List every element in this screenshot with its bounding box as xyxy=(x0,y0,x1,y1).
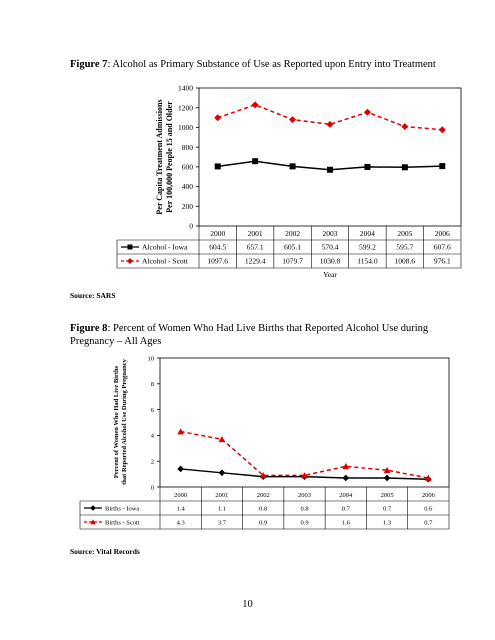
table-value: 1.4 xyxy=(176,505,185,513)
table-value: 4.3 xyxy=(176,519,185,527)
data-point xyxy=(289,116,296,123)
table-value: 1154.0 xyxy=(357,256,378,266)
page-number: 10 xyxy=(242,599,253,610)
chart-7 xyxy=(117,84,461,279)
y-tick-label: 10 xyxy=(147,355,154,363)
figure7-caption-label: Figure 7 xyxy=(70,59,108,70)
data-point xyxy=(252,101,259,108)
table-value: 0.9 xyxy=(259,519,268,527)
x-category-label: 2003 xyxy=(298,492,311,500)
data-point xyxy=(402,164,408,170)
y-axis-label xyxy=(155,99,174,214)
y-tick-label: 600 xyxy=(181,162,193,172)
y-tick-label: 1200 xyxy=(178,103,193,113)
plot-area xyxy=(160,358,449,487)
figure8-source: Source: Vital Records xyxy=(70,547,140,556)
x-category-label: 2000 xyxy=(210,229,226,239)
legend-marker xyxy=(128,245,133,250)
x-category-label: 2002 xyxy=(285,229,301,239)
table-value: 0.7 xyxy=(424,519,433,527)
table-value: 595.7 xyxy=(396,242,414,252)
table-value: 1.3 xyxy=(383,519,392,527)
legend-label: Births - Scott xyxy=(105,519,140,527)
table-value: 0.6 xyxy=(424,505,433,513)
table-value: 604.5 xyxy=(209,242,227,252)
y-tick-label: 6 xyxy=(150,406,154,414)
y-axis-label-line: Per Capita Treatment Admissions xyxy=(155,99,164,215)
table-value: 1097.6 xyxy=(207,256,229,266)
table-value: 599.2 xyxy=(358,242,376,252)
table-value: 1229.4 xyxy=(244,256,266,266)
table-value: 570.4 xyxy=(321,242,339,252)
x-axis-label: Year xyxy=(323,270,337,279)
legend-label: Alcohol - Iowa xyxy=(142,242,188,252)
x-category-label: 2000 xyxy=(174,492,188,500)
x-category-label: 2004 xyxy=(339,492,353,500)
table-value: 1.6 xyxy=(341,519,350,527)
data-point xyxy=(342,475,349,482)
x-category-label: 2001 xyxy=(247,229,263,239)
data-point xyxy=(364,164,370,170)
table-value: 1.1 xyxy=(217,505,226,513)
y-axis-label xyxy=(113,358,128,484)
figure7-caption-text: : Alcohol as Primary Substance of Use as Reported upon Entry into Treatment xyxy=(107,59,436,70)
y-tick-label: 2 xyxy=(150,458,154,466)
data-point xyxy=(214,114,221,121)
data-point xyxy=(219,470,226,477)
table-value: 1030.8 xyxy=(319,256,341,266)
x-category-label: 2006 xyxy=(434,229,450,239)
data-point xyxy=(364,109,371,116)
y-tick-label: 0 xyxy=(150,484,154,492)
x-category-label: 2001 xyxy=(215,492,229,500)
y-axis-label-line: Per 100,000 People 15 and Older xyxy=(165,101,174,213)
x-category-label: 2006 xyxy=(421,492,435,500)
data-point xyxy=(219,436,226,442)
table-value: 607.6 xyxy=(433,242,451,252)
x-category-label: 2002 xyxy=(256,492,270,500)
table-value: 605.1 xyxy=(284,242,302,252)
figure7-source: Source: SARS xyxy=(70,291,116,300)
y-axis-label-line: that Reported Alcohol Use During Pregnancy xyxy=(121,359,129,485)
data-point xyxy=(439,126,446,133)
legend-marker xyxy=(90,505,96,511)
table-value: 0.7 xyxy=(383,505,392,513)
table-value: 3.7 xyxy=(217,519,226,527)
table-value: 0.9 xyxy=(300,519,309,527)
table-value: 0.7 xyxy=(341,505,350,513)
legend-label: Births - Iowa xyxy=(105,505,140,513)
y-tick-label: 1400 xyxy=(178,83,193,93)
data-point xyxy=(439,163,445,169)
plot-area xyxy=(199,88,461,226)
chart-8 xyxy=(80,355,449,529)
data-point xyxy=(327,167,333,173)
x-category-label: 2003 xyxy=(322,229,338,239)
data-point xyxy=(401,123,408,130)
y-tick-label: 200 xyxy=(181,201,193,211)
x-category-label: 2005 xyxy=(380,492,394,500)
table-value: 1008.6 xyxy=(394,256,416,266)
data-point xyxy=(177,466,184,473)
y-tick-label: 800 xyxy=(181,142,193,152)
y-axis-label-line: Percent of Women Who Had Live Births xyxy=(113,365,120,479)
data-point xyxy=(215,163,221,169)
figure8-caption-label: Figure 8 xyxy=(70,323,108,334)
y-tick-label: 400 xyxy=(181,182,193,192)
x-category-label: 2004 xyxy=(359,229,375,239)
y-tick-label: 8 xyxy=(150,381,154,389)
data-point xyxy=(327,121,334,128)
figure8-caption-text: : Percent of Women Who Had Live Births that Reported Alcohol Use during Pregnancy – All Ages xyxy=(70,323,429,347)
data-point xyxy=(290,163,296,169)
legend-label: Alcohol - Scott xyxy=(142,256,188,266)
y-tick-label: 4 xyxy=(150,432,154,440)
table-value: 976.1 xyxy=(433,256,451,266)
legend-marker xyxy=(127,258,133,264)
table-value: 1079.7 xyxy=(282,256,303,266)
y-tick-label: 1000 xyxy=(178,123,193,133)
series-line xyxy=(181,432,429,478)
table-value: 0.8 xyxy=(259,505,268,513)
data-point xyxy=(384,475,391,482)
x-category-label: 2005 xyxy=(397,229,413,239)
data-point xyxy=(252,158,258,164)
table-value: 0.8 xyxy=(300,505,309,513)
table-value: 657.1 xyxy=(246,242,264,252)
y-tick-label: 0 xyxy=(189,221,193,231)
